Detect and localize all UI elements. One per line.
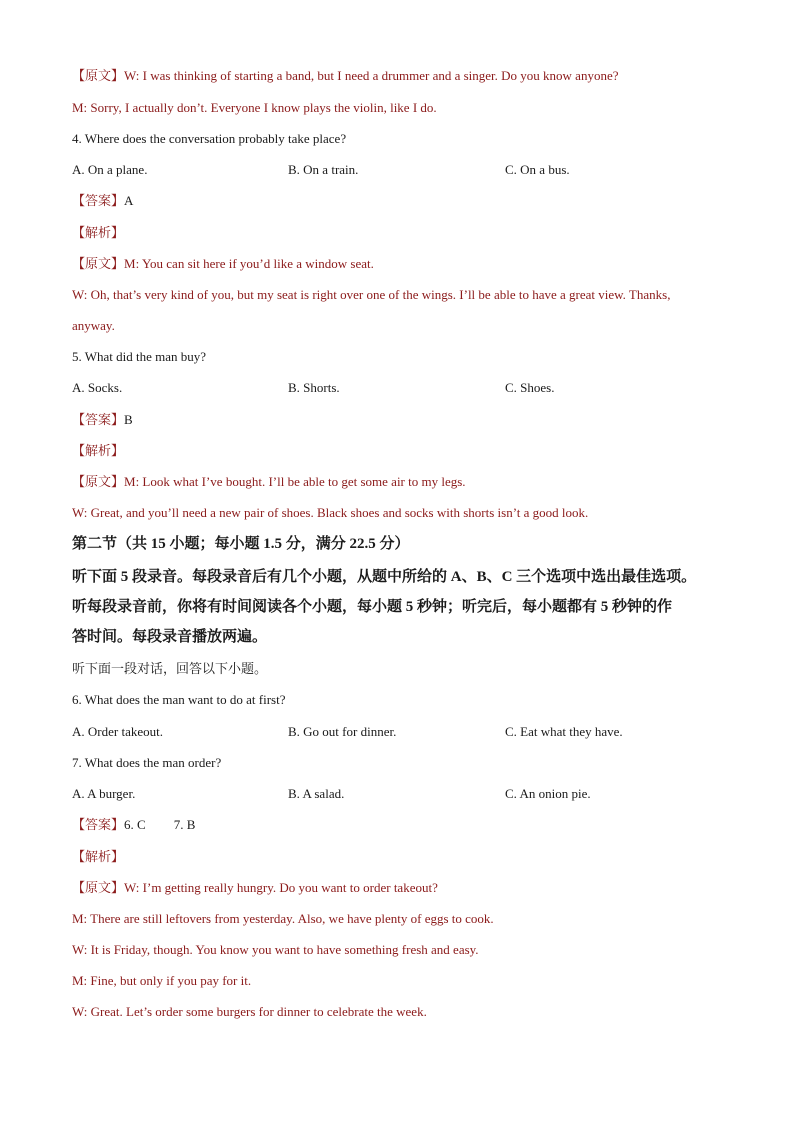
daan-label: 【答案】 (72, 817, 125, 832)
q5-script-line-2: W: Great, and you’ll need a new pair of shoes. Black shoes and socks with shorts isn’t a good look. (72, 505, 589, 520)
q67-script-line-4: M: Fine, but only if you pay for it. (72, 973, 252, 988)
q4-answer: 【答案】A (72, 193, 134, 208)
q7-option-c: C. An onion pie. (505, 786, 591, 801)
yuanwen-label: 【原文】 (72, 474, 125, 489)
q4-option-b: B. On a train. (288, 162, 359, 177)
q5-question: 5. What did the man buy? (72, 349, 207, 364)
q3-script-line-2: M: Sorry, I actually don’t. Everyone I know plays the violin, like I do. (72, 100, 437, 115)
section-heading: 第二节（共 15 小题；每小题 1.5 分，满分 22.5 分） (72, 536, 410, 552)
q67-jiexi-label: 【解析】 (72, 849, 125, 864)
q67-script-line-3: W: It is Friday, though. You know you want to have something fresh and easy. (72, 942, 479, 957)
daan-label: 【答案】 (72, 412, 125, 427)
q6-answer-value: 6. C (124, 817, 146, 832)
q4-option-a: A. On a plane. (72, 162, 148, 177)
q6-question: 6. What does the man want to do at first? (72, 692, 286, 707)
q6-option-c: C. Eat what they have. (505, 724, 623, 739)
q5-answer: 【答案】B (72, 412, 133, 427)
section-instructions-line-3: 答时间。每段录音播放两遍。 (72, 629, 268, 645)
section-instructions-line-1: 听下面 5 段录音。每段录音后有几个小题，从题中所给的 A、B、C 三个选项中选出最佳选项。 (72, 569, 697, 585)
q7-question: 7. What does the man order? (72, 755, 222, 770)
q3-script-line-1: 【原文】W: I was thinking of starting a band, but I need a drummer and a singer. Do you know anyone? (72, 68, 619, 83)
q4-option-c: C. On a bus. (505, 162, 570, 177)
yuanwen-label: 【原文】 (72, 68, 125, 83)
daan-label: 【答案】 (72, 193, 125, 208)
q5-option-b: B. Shorts. (288, 380, 340, 395)
q6-option-b: B. Go out for dinner. (288, 724, 397, 739)
section-instructions-line-2: 听每段录音前，你将有时间阅读各个小题，每小题 5 秒钟；听完后，每小题都有 5 秒钟的作 (72, 599, 673, 615)
q4-jiexi-label: 【解析】 (72, 225, 125, 240)
dialogue-intro: 听下面一段对话，回答以下小题。 (72, 661, 268, 676)
q5-option-c: C. Shoes. (505, 380, 555, 395)
q5-jiexi-label: 【解析】 (72, 443, 125, 458)
q4-script-line-1: 【原文】M: You can sit here if you’d like a window seat. (72, 256, 374, 271)
q4-question: 4. Where does the conversation probably take place? (72, 131, 347, 146)
q7-answer-value: 7. B (173, 817, 196, 832)
q67-script-line-1: 【原文】W: I’m getting really hungry. Do you want to order takeout? (72, 880, 438, 895)
yuanwen-label: 【原文】 (72, 880, 125, 895)
q7-option-b: B. A salad. (288, 786, 345, 801)
yuanwen-label: 【原文】 (72, 256, 125, 271)
q67-script-line-2: M: There are still leftovers from yesterday. Also, we have plenty of eggs to cook. (72, 911, 494, 926)
q4-script-line-2: W: Oh, that’s very kind of you, but my seat is right over one of the wings. I’ll be able to have a great view. Thanks, (72, 287, 671, 302)
q67-script-line-5: W: Great. Let’s order some burgers for dinner to celebrate the week. (72, 1004, 427, 1019)
q5-option-a: A. Socks. (72, 380, 123, 395)
q4-script-line-3: anyway. (72, 318, 115, 333)
q67-answer (72, 817, 195, 833)
q5-script-line-1: 【原文】M: Look what I’ve bought. I’ll be able to get some air to my legs. (72, 474, 466, 489)
q7-option-a: A. A burger. (72, 786, 136, 801)
q6-option-a: A. Order takeout. (72, 724, 163, 739)
